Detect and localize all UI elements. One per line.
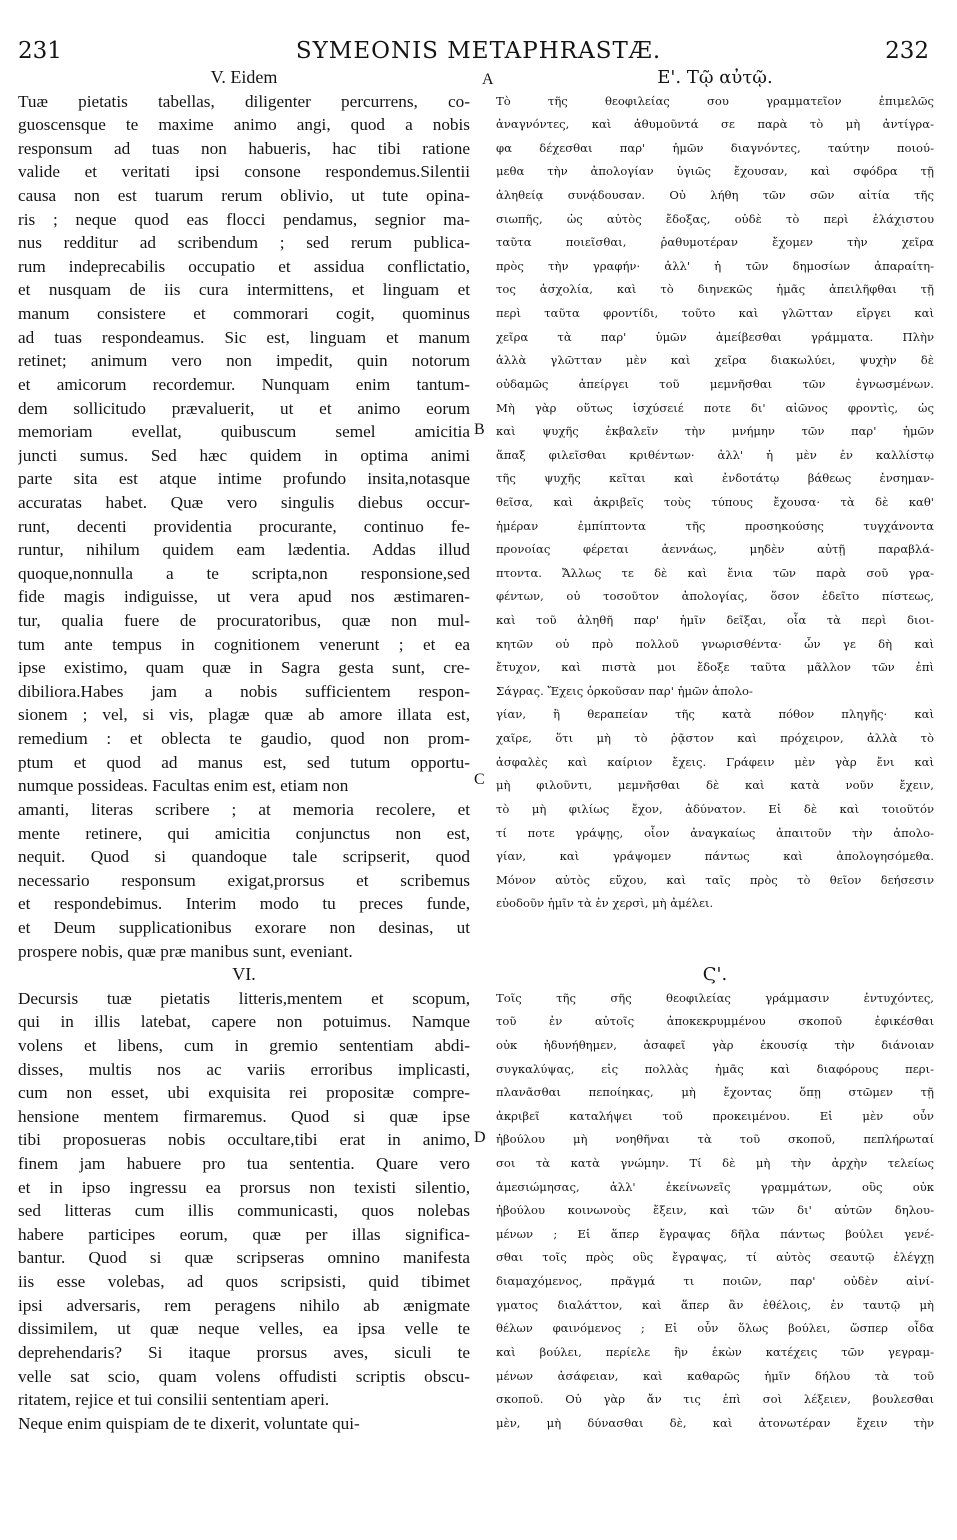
latin-line: necessario responsum exigat,prorsus et scribemus <box>18 870 470 890</box>
latin-line: habere participes eorum, quæ per illas significa- <box>18 1224 470 1244</box>
latin-line: V. Eidem <box>210 67 278 87</box>
greek-line: τῆς ψυχῆς κεῖται καὶ ἐνδοτάτῳ βάθεως ἐνσημαν- <box>496 471 934 486</box>
greek-line: ἔτυχον, καὶ πιστὰ μοι ἔδοξε ταῦτα μᾶλλον τῶν ἐπὶ <box>496 660 934 675</box>
left-page-number: 231 <box>18 38 62 64</box>
latin-line: mente retinere, qui amicitia conjunctus non est, <box>18 823 470 843</box>
greek-line: κητῶν οὐ πρὸ πολλοῦ γνωρισθέντα· ὧν γε δὴ καὶ <box>496 636 934 651</box>
greek-line: γίαν, καὶ γράψομεν πάντως καὶ ἀπολογησόμεθα. <box>496 849 934 864</box>
latin-line: iis esse volebas, ad quos scripsisti, quid tibimet <box>18 1272 470 1292</box>
greek-line: καὶ βούλει, περίελε ἣν ἑκὼν κατέχεις τῶν γεγραμ- <box>496 1344 934 1359</box>
latin-column <box>18 66 470 1435</box>
latin-line: deprehendaris? Si itaque prorsus aves, siculi te <box>18 1342 470 1362</box>
greek-line: μένων ἀσάφειαν, καὶ καθαρῶς ἡμῖν δήλου τὰ τοῦ <box>496 1368 934 1383</box>
greek-line: Μὴ γὰρ οὕτως ἰσχύσειέ ποτε δι' αἰῶνος φροντὶς, ὡς <box>496 400 934 415</box>
latin-line: tur, qualia fuere de procuratoribus, quæ non mul- <box>18 611 470 631</box>
latin-line: amanti, literas scribere ; at memoria recolere, et <box>18 799 470 819</box>
greek-line: χεῖρα τὰ παρ' ὑμῶν ἀμείβεσθαι γράμματα. Πλὴν <box>496 329 934 344</box>
greek-line: Τὸ τῆς θεοφιλείας σου γραμματεῖον ἐπιμελῶς <box>496 93 934 108</box>
latin-line: Tuæ pietatis tabellas, diligenter percurrens, co- <box>18 91 470 111</box>
latin-line: sed litteras cum illis communicasti, quos nolebas <box>18 1201 470 1221</box>
greek-line: ἀκριβεῖ καταλήψει τοῦ προκειμένου. Εἰ μὲν οὖν <box>496 1108 934 1123</box>
greek-line: θέλων φαινόμενος ; Εἰ οὖν ὅλως βούλει, ὥσπερ οἶδα <box>496 1321 934 1336</box>
greek-line: φα δέχεσθαι παρ' ἡμῶν διαγνόντες, ταύτην ποιού- <box>496 140 934 155</box>
greek-line: οὐδαμῶς ἀπείργει τοῦ μεμνῆσθαι τῶν ἐγνωσμένων. <box>496 376 934 391</box>
latin-line: rum indeprecabilis occupatio et assidua conflictatio, <box>18 256 470 276</box>
greek-line: μένων ; Εἰ ἅπερ ἔγραψας δῆλα πάντως βούλει γενέ- <box>496 1226 934 1241</box>
latin-line: numque possideas. Facultas enim est, etiam non <box>18 776 349 796</box>
greek-line: πλανᾶσθαι πεποίηκας, μὴ ἔχοντας ὅπῃ στῶμεν τῇ <box>496 1085 934 1100</box>
latin-line: bantur. Quod si quæ scripseras omnino manifesta <box>18 1248 470 1268</box>
latin-line: nequit. Quod si quandoque tale scripserit, quod <box>18 847 470 867</box>
greek-line: φέντων, οὐ τοσοῦτον ἀπολογίας, ὅσον ἐδεῖτο πίστεως, <box>496 589 934 604</box>
greek-line: Σάγρας. Ἔχεις ὁρκοῦσαν παρ' ἡμῶν ἀπολο- <box>496 683 753 698</box>
latin-line: tum ante tempus in cognitionem venerunt ; et ea <box>18 634 470 654</box>
greek-line: οὐκ ἠδυνήθημεν, ἀσαφεῖ γὰρ ἑκουσίᾳ τὴν διάνοιαν <box>496 1037 934 1052</box>
margin-marker-b: B <box>474 421 485 438</box>
latin-line: sionem ; vel, si vis, plagæ quæ ab amore illata est, <box>18 705 470 725</box>
greek-column <box>496 66 934 1435</box>
latin-line: dem sollicitudo prævaluerit, ut et animo eorum <box>18 398 470 418</box>
greek-line: συγκαλύψας, εἰς πολλὰς ἡμᾶς καὶ διαφόρους περι- <box>496 1061 934 1076</box>
latin-line: qui in illis latebat, capere non potuimus. Namque <box>18 1012 470 1032</box>
greek-line: καὶ τοῦ ἀληθῆ παρ' ἡμῖν δεῖξαι, οἷα τὰ περὶ διοι- <box>496 613 934 628</box>
latin-line: accuratas habet. Quæ vero singulis diebus occur- <box>18 492 470 512</box>
greek-line: ἀσφαλὲς καὶ καίριον ἔχεις. Γράφειν μὲν γὰρ ἔνι καὶ <box>496 754 934 769</box>
greek-line: Τοῖς τῆς σῆς θεοφιλείας γράμμασιν ἐντυχόντες, <box>496 990 934 1005</box>
latin-line: parte sita est atque intime profundo insita,notasque <box>18 469 470 489</box>
latin-line: et respondebimus. Interim modo tu preces funde, <box>18 894 470 914</box>
greek-line: χαῖρε, ὅτι μὴ τὸ ῥᾷστον καὶ πρόχειρον, ἀλλὰ τὸ <box>496 731 934 746</box>
greek-line: γίαν, ἢ θεραπείαν τῆς κατὰ πόθον πληγῆς· καὶ <box>496 707 934 722</box>
latin-line: causa non est tuarum rerum oblivio, ut tute opina- <box>18 186 470 206</box>
greek-line: σκοποῦ. Οὐ γὰρ ἄν τις ἐπὶ σοὶ λέξειεν, βουλεσθαι <box>496 1392 934 1407</box>
greek-line: ἅπαξ φιλεῖσθαι κριθέντων· ἀλλ' ἡ μὲν ἐν καλλίστῳ <box>496 447 934 462</box>
latin-line: juncti sumus. Sed hæc quidem in optima animi <box>18 445 470 465</box>
greek-line: ἠβούλου μὴ νοηθῆναι τὰ τοῦ σκοποῦ, πεπλήρωταί <box>496 1132 934 1147</box>
latin-line: fide magis indiguisse, ut vera apud nos æstimaren- <box>18 587 470 607</box>
latin-line: memoriam evellat, quibuscum semel amicitia <box>18 422 470 442</box>
greek-line: εὐοδοῦν ἡμῖν τὰ ἐν χερσὶ, μὴ ἀμέλει. <box>496 896 714 911</box>
latin-line: velle sat scio, quam volens offudisti scriptis obscu- <box>18 1366 470 1386</box>
latin-line: ptum et quod ad manus est, sed tutum opportu- <box>18 752 470 772</box>
latin-line: dibiliora.Habes jam a nobis sufficientem respon- <box>18 681 470 701</box>
greek-line: τοῦ ἐν αὐτοῖς ἀποκεκρυμμένου σκοποῦ ἐφικέσθαι <box>496 1014 934 1029</box>
right-page-number: 232 <box>885 38 929 64</box>
greek-line: ταῦτα ποιεῖσθαι, ῥαθυμοτέραν ἔχομεν τὴν χεῖρα <box>496 235 934 250</box>
latin-line: ritatem, rejice et tui consilii sententiam aperi. <box>18 1390 330 1410</box>
latin-line: et Deum supplicationibus exorare non desinas, ut <box>18 917 470 937</box>
latin-line: cum non esset, ubi exquisita rei propositæ compre- <box>18 1083 470 1103</box>
greek-line: πρὸς τὴν γραφήν· ἀλλ' ἡ τῶν δημοσίων ἀπαραίτη- <box>496 258 934 273</box>
latin-line: ad tuas respondeamus. Sic est, linguam et manum <box>18 327 470 347</box>
latin-line: Decursis tuæ pietatis litteris,mentem et scopum, <box>18 988 470 1008</box>
latin-line: Neque enim quispiam de te dixerit, voluntate qui- <box>18 1413 360 1433</box>
greek-line: ἡμέραν ἐμπίπτοντα τῆς προσηκούσης τυγχάνοντα <box>496 518 934 533</box>
greek-line: ἀναγνόντες, καὶ ἀθυμοῦντά σε παρὰ τὸ μὴ ἀντίγρα- <box>496 117 934 132</box>
latin-line: finem jam habuere pro tua sententia. Quare vero <box>18 1154 470 1174</box>
greek-line: πτοντα. Ἄλλως τε δὲ καὶ ἔνια τῶν παρὰ σοῦ γρα- <box>496 565 934 580</box>
latin-line: et nusquam de iis cura intermittens, et linguam et <box>18 280 470 300</box>
latin-line: hensione mentem firmaremus. Quod si quæ ipse <box>18 1106 470 1126</box>
latin-line: guoscensque te maxime animo angi, quod a nobis <box>18 115 470 135</box>
margin-marker-c: C <box>474 771 485 788</box>
greek-line: ἀμεσιώμησας, ἀλλ' ἐκείνωνεῖς γραμμάτων, οὓς οὐκ <box>496 1179 934 1194</box>
latin-line: dissimilem, ut quæ neque velles, ea ipsa velle te <box>18 1319 470 1339</box>
latin-line: VI. <box>232 964 256 985</box>
greek-line: Ϛ'. <box>702 964 728 986</box>
greek-line: ἀλλὰ γλῶτταν μὲν καὶ χεῖρα διακωλύει, ψυχὴν δὲ <box>496 353 934 368</box>
greek-line: μεθα τὴν ἀπολογίαν ὑγιῶς ἔχουσαν, καὶ σφόδρα τῇ <box>496 164 934 179</box>
latin-line: runtur, nihilum quidem eam lædentia. Addas illud <box>18 540 470 560</box>
running-title: SYMEONIS METAPHRASTÆ. <box>295 38 662 64</box>
greek-line: θεῖσα, καὶ ἀκριβεῖς τοὺς τύπους ἔχουσα· τὰ δὲ καθ' <box>496 494 934 509</box>
latin-line: ipse existimo, quam quæ in Sagra gesta sunt, cre- <box>18 658 470 678</box>
latin-line: et in ipso ingressu ea prorsus non texisti silentio, <box>18 1177 470 1197</box>
greek-line: Ε'. Τῷ αὐτῷ. <box>657 67 773 88</box>
greek-line: διαμαχόμενος, πρᾶγμά τι ποιῶν, παρ' οὐδὲν αἰνί- <box>496 1274 934 1289</box>
margin-marker-d: D <box>474 1129 486 1146</box>
greek-line: προνοίας φέρεται ἀεννάως, μηδὲν αὐτῇ παραβλά- <box>496 542 934 557</box>
latin-line: tibi proposueras nobis occultare,tibi erat in animo, <box>18 1130 470 1150</box>
latin-line: retinet; animum vero non impedit, quin notorum <box>18 351 470 371</box>
latin-line: valide et veritati ipsi consone respondemus.Silentii <box>18 162 470 182</box>
greek-line: τος ἀσχολία, καὶ τὸ διηνεκῶς ἡμᾶς ἀπειλῆφθαι τῇ <box>496 282 934 297</box>
greek-line: Μόνον αὐτὸς εὔχου, καὶ ταῖς πρὸς τὸ θεῖον δεήσεσιν <box>496 872 934 887</box>
greek-line <box>496 940 934 964</box>
latin-line: manum consistere et commorari cogit, quominus <box>18 304 470 324</box>
greek-line: σιωπῆς, ὡς αὐτὸς ἔδοξας, οὐδὲ τὸ περὶ ἐλάχιστου <box>496 211 934 226</box>
latin-line: ipsi adversaris, rem peragens nihilo ab ænigmate <box>18 1295 470 1315</box>
latin-line: nus redditur ad scribendum ; sed rerum publica- <box>18 233 470 253</box>
greek-line: καὶ ψυχῆς ἐκβαλεῖν τὴν μνήμην τῶν παρ' ἡμῶν <box>496 424 934 439</box>
latin-line: quoque,nonnulla a te scripta,non responsione,sed <box>18 563 470 583</box>
greek-line: μὲν, μὴ δύνασθαι δὲ, καὶ ἀτονωτέραν ἔχειν τὴν <box>496 1415 934 1430</box>
margin-marker-a: A <box>482 71 494 88</box>
greek-line <box>496 916 934 940</box>
latin-line: et amicorum recordemur. Nunquam enim tantum- <box>18 374 470 394</box>
latin-line: remedium : et oblecta te gaudio, quod non prom- <box>18 729 470 749</box>
greek-line: μὴ φιλοῦντι, μεμνῆσθαι δὲ καὶ κατὰ νοῦν ἔχειν, <box>496 778 934 793</box>
latin-line: disses, multis nos ac variis erroribus implicasti, <box>18 1059 470 1079</box>
latin-line: prospere nobis, quæ præ manibus sunt, eveniant. <box>18 941 353 961</box>
greek-line: περὶ ταῦτα φροντίδι, τοῦτο καὶ γλῶτταν εἴργει καὶ <box>496 306 934 321</box>
greek-line: σοι τὰ κατὰ γνώμην. Τί δὲ μὴ τὴν ἀρχὴν τελείως <box>496 1156 934 1171</box>
greek-line: γματος διαλάττον, καὶ ἅπερ ἂν ἐθέλοις, ἐν ταυτῷ μὴ <box>496 1297 934 1312</box>
greek-line: σθαι τοῖς πρὸς οὓς ἔγραψας, τί αὐτὸς σεαυτῷ ἐλέγχῃ <box>496 1250 934 1265</box>
greek-line: τί ποτε γράψῃς, οἷον ἀναγκαίως ἀπαιτοῦν τὴν ἀπολο- <box>496 825 934 840</box>
latin-line: ris ; neque quod eas flocci pendamus, segnior ma- <box>18 209 470 229</box>
greek-line: τὸ μὴ φιλίως ἔχον, ἀδύνατον. Εἰ δὲ καὶ τοιοῦτόν <box>496 801 934 816</box>
greek-line: ἠβούλου κοινωνοὺς ἔξειν, καὶ τῶν δι' αὐτῶν δηλου- <box>496 1203 934 1218</box>
latin-line: responsum ad tuas non habueris, hac tibi ratione <box>18 138 470 158</box>
latin-line: runt, decenti providentia procurante, continuo fe- <box>18 516 470 536</box>
latin-line: volens et libens, cum in gremio sententiam abdi- <box>18 1035 470 1055</box>
greek-line: ἀληθείᾳ συνᾴδουσαν. Οὐ λήθη τῶν σῶν αἰτία τῆς <box>496 188 934 203</box>
